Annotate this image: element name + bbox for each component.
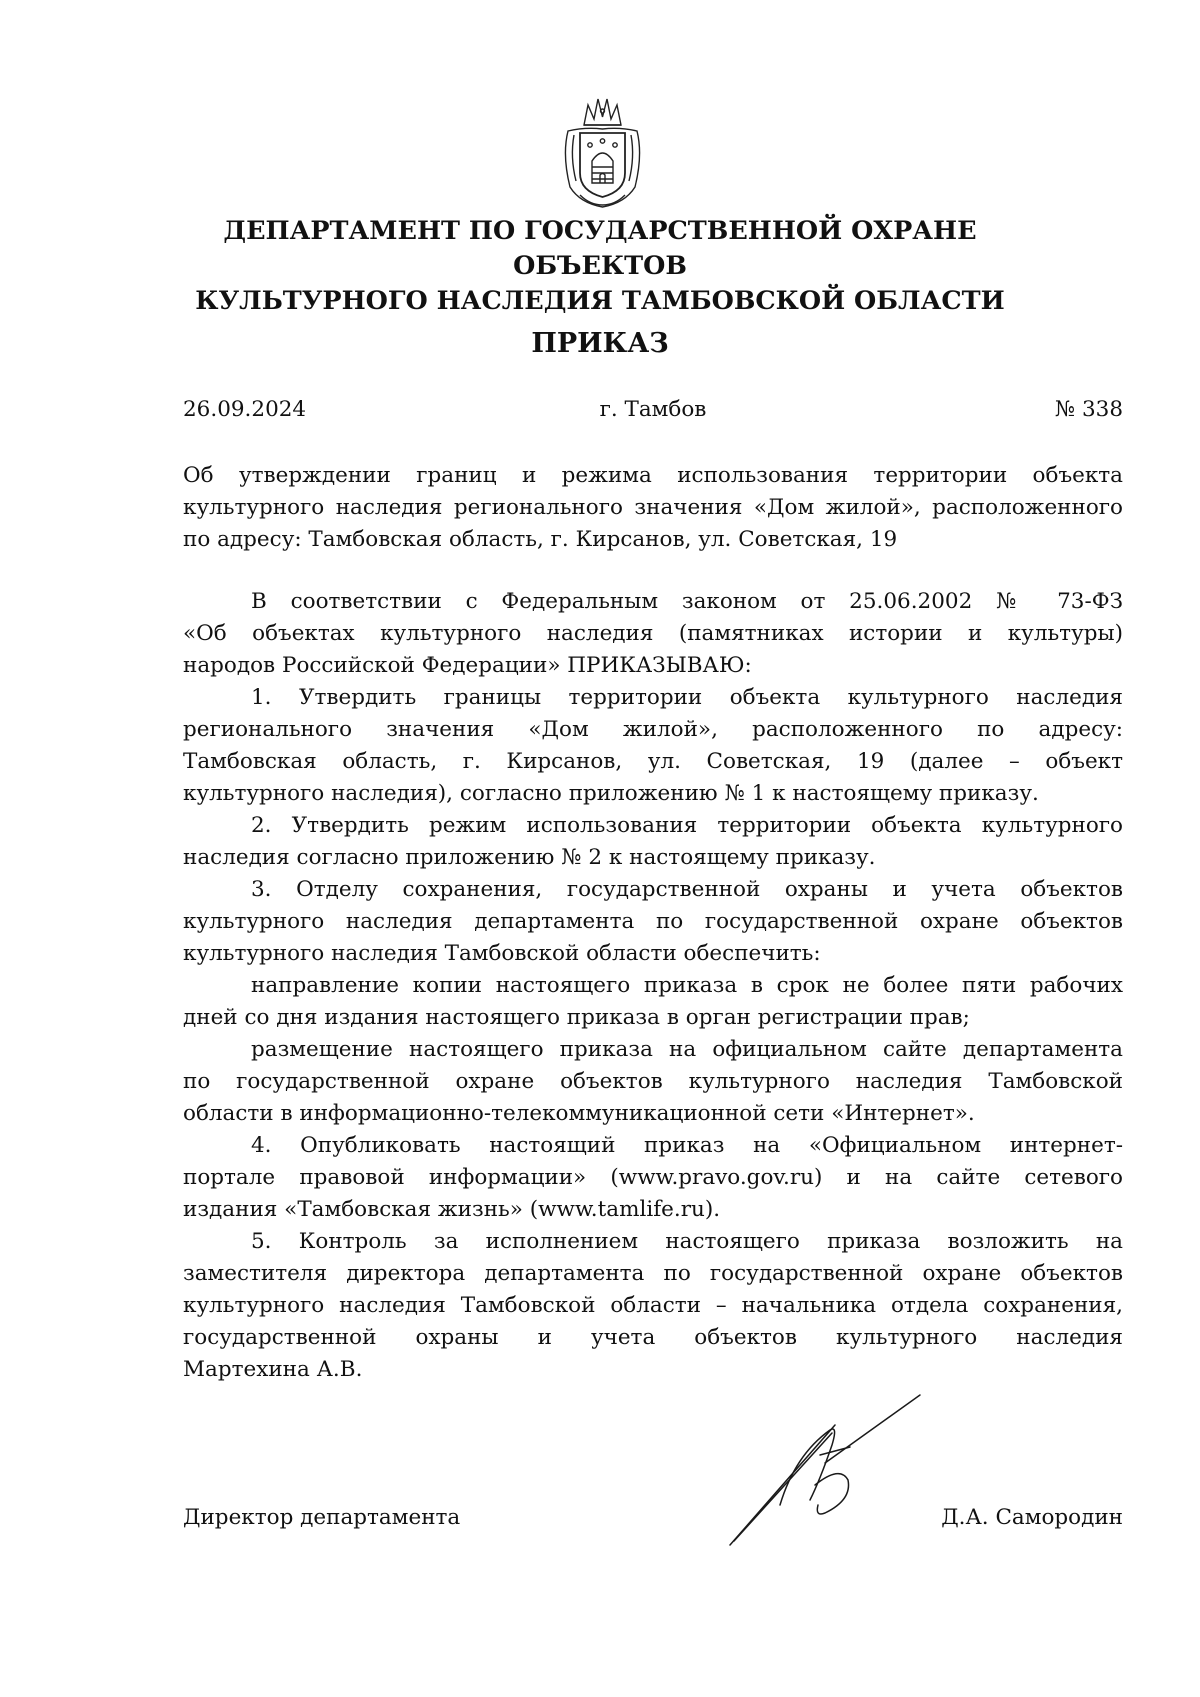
- body-line: размещение настоящего приказа на официальном сайте департамента: [251, 1037, 1123, 1062]
- department-line-1: ДЕПАРТАМЕНТ ПО ГОСУДАРСТВЕННОЙ ОХРАНЕ ОБЪЕКТОВ: [223, 216, 977, 281]
- body-line: наследия согласно приложению № 2 к настоящему приказу.: [183, 845, 876, 870]
- body-line: культурного наследия Тамбовской области обеспечить:: [183, 941, 821, 966]
- signature-block: [183, 1502, 1123, 1534]
- body-line: регионального значения «Дом жилой», расположенного по адресу:: [183, 717, 1123, 742]
- subject-line: культурного наследия регионального значения «Дом жилой», расположенного: [183, 495, 1123, 520]
- body-line: 5. Контроль за исполнением настоящего приказа возложить на: [251, 1229, 1123, 1254]
- document-date: 26.09.2024: [183, 397, 307, 422]
- document-city: г. Тамбов: [599, 397, 707, 422]
- body-line: культурного наследия Тамбовской области – начальника отдела сохранения,: [183, 1293, 1123, 1318]
- document-type: ПРИКАЗ: [531, 328, 669, 359]
- body-line: государственной охраны и учета объектов культурного наследия: [183, 1325, 1123, 1350]
- body-line: 1. Утвердить границы территории объекта культурного наследия: [251, 685, 1123, 710]
- document-body: [183, 586, 1123, 1386]
- body-line: культурного наследия департамента по государственной охране объектов: [183, 909, 1123, 934]
- body-line: 3. Отделу сохранения, государственной охраны и учета объектов: [251, 877, 1123, 902]
- body-line: портале правовой информации» (www.pravo.gov.ru) и на сайте сетевого: [183, 1165, 1123, 1190]
- body-line: 2. Утвердить режим использования территории объекта культурного: [251, 813, 1123, 838]
- body-line: Мартехина А.В.: [183, 1357, 363, 1382]
- body-line: издания «Тамбовская жизнь» (www.tamlife.ru).: [183, 1197, 721, 1222]
- department-line-2: КУЛЬТУРНОГО НАСЛЕДИЯ ТАМБОВСКОЙ ОБЛАСТИ: [195, 286, 1005, 316]
- body-line: Тамбовская область, г. Кирсанов, ул. Советская, 19 (далее – объект: [183, 749, 1123, 774]
- body-line: 4. Опубликовать настоящий приказ на «Официальном интернет-: [251, 1133, 1123, 1158]
- document-number: № 338: [1054, 397, 1123, 422]
- body-line: дней со дня издания настоящего приказа в орган регистрации прав;: [183, 1005, 970, 1030]
- signatory-title: Директор департамента: [183, 1505, 461, 1530]
- body-line: народов Российской Федерации» ПРИКАЗЫВАЮ:: [183, 653, 752, 678]
- subject-line: по адресу: Тамбовская область, г. Кирсанов, ул. Советская, 19: [183, 527, 898, 552]
- subject-line: Об утверждении границ и режима использования территории объекта: [183, 463, 1123, 488]
- body-line: области в информационно-телекоммуникационной сети «Интернет».: [183, 1101, 975, 1126]
- body-line: В соответствии с Федеральным законом от 25.06.2002 № 73-ФЗ: [251, 589, 1123, 614]
- body-line: «Об объектах культурного наследия (памятниках истории и культуры): [183, 621, 1123, 646]
- signatory-name: Д.А. Самородин: [941, 1505, 1123, 1530]
- document-meta: [183, 395, 1123, 425]
- body-line: культурного наследия), согласно приложению № 1 к настоящему приказу.: [183, 781, 1039, 806]
- document-subject: [183, 460, 1123, 556]
- body-line: заместителя директора департамента по государственной охране объектов: [183, 1261, 1123, 1286]
- department-name: [150, 214, 1050, 319]
- body-line: по государственной охране объектов культурного наследия Тамбовской: [183, 1069, 1123, 1094]
- body-line: направление копии настоящего приказа в срок не более пяти рабочих: [251, 973, 1123, 998]
- tambov-coat-of-arms-icon: [560, 95, 645, 210]
